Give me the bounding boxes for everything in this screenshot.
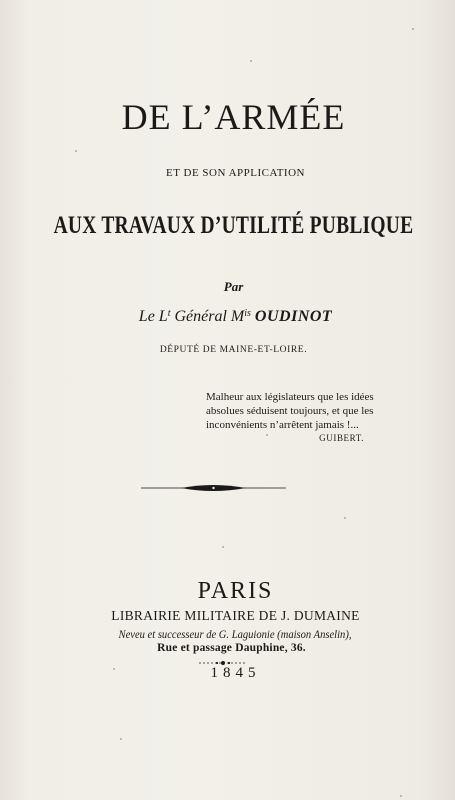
imprint-year: 1845 — [210, 665, 261, 681]
epigraph-attribution: GUIBERT. — [319, 433, 364, 443]
paper-speck — [266, 434, 268, 436]
book-subject: AUX TRAVAUX D’UTILITÉ PUBLIQUE — [53, 212, 414, 239]
book-subtitle: ET DE SON APPLICATION — [166, 167, 305, 179]
paper-speck — [400, 795, 402, 797]
imprint-successor: Neveu et successeur de G. Laguionie (maison Anselin), — [118, 627, 352, 641]
author-prefix: Le L — [138, 308, 168, 325]
imprint-city: PARIS — [197, 578, 274, 604]
imprint-address: Rue et passage Dauphine, 36. — [157, 642, 306, 654]
epigraph — [206, 390, 372, 445]
author-position: DÉPUTÉ DE MAINE-ET-LOIRE. — [159, 345, 308, 355]
paper-speck — [412, 28, 414, 30]
paper-speck — [75, 150, 77, 152]
author-rank: Général M — [170, 308, 245, 325]
paper-speck — [344, 517, 346, 519]
paper-speck — [250, 60, 252, 62]
ornamental-rule — [141, 481, 286, 495]
imprint-publisher: LIBRAIRIE MILITAIRE DE J. DUMAINE — [111, 608, 360, 623]
paper-speck — [113, 668, 115, 670]
epigraph-line: inconvénients n’arrêtent jamais !... — [206, 419, 359, 431]
author-name: OUDINOT — [254, 308, 333, 325]
author-rank-superscript: is — [244, 308, 251, 319]
book-title: DE L’ARMÉE — [121, 97, 346, 137]
by-line: Par — [223, 279, 244, 294]
author-line — [0, 308, 455, 326]
paper-speck — [120, 738, 122, 740]
author-prefix-superscript: t — [167, 308, 171, 319]
paper-speck — [222, 546, 224, 548]
epigraph-line: absolues séduisent toujours, et que les — [206, 405, 374, 417]
epigraph-line: Malheur aux législateurs que les idées — [206, 391, 374, 403]
